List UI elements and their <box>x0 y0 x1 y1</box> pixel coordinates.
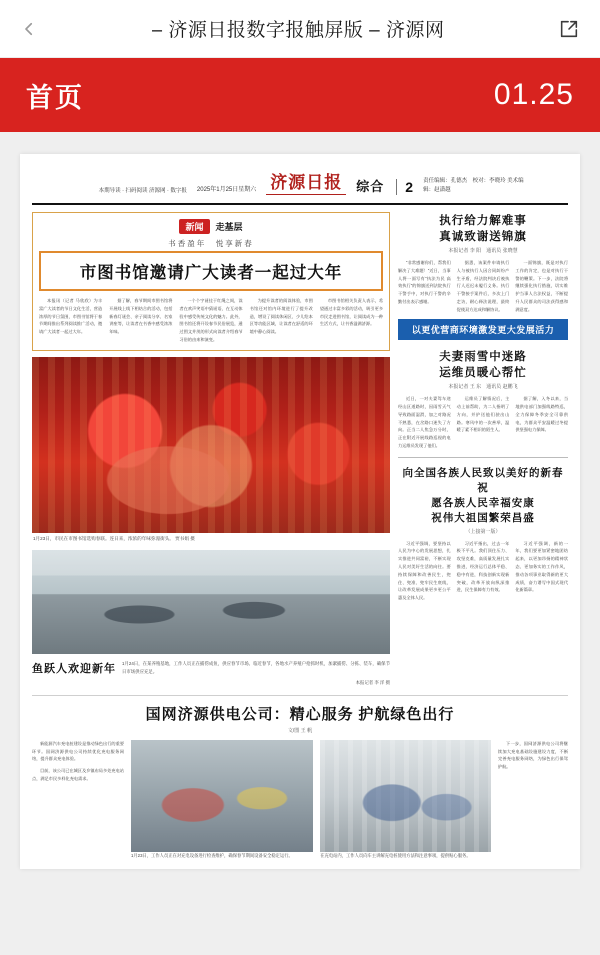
lead-paragraph: 为提升读者的阅读体验，市图书馆还对馆内环境进行了提升改造，增设了阅读休闲区、少儿绘本区等功能区域，让读者在舒适的环境中静心阅读。 <box>249 298 313 335</box>
right-article-3-body <box>398 540 568 602</box>
lead-body <box>39 297 383 344</box>
news-badge-tail: 走基层 <box>215 222 243 232</box>
bottom-article-right-text <box>498 740 568 860</box>
photo-fish[interactable] <box>32 542 390 654</box>
bottom-article[interactable] <box>32 695 568 860</box>
bottom-article-row <box>32 740 568 860</box>
masthead-logo: 济源日报 <box>266 168 346 195</box>
masthead-right-note: 责任编辑：孔德杰 校对：李晓玲 美术编辑：赵潇越 <box>423 178 524 194</box>
left-column <box>32 212 390 686</box>
page-title-wrap <box>54 15 542 42</box>
bottom-photo-2-caption: 在充电站内，工作人员向车主讲解充电桩使用方法和注意事项，提供贴心服务。 <box>320 852 471 858</box>
bottom-article-credit: 文/图 王 帆 <box>287 727 313 734</box>
bottom-article-title: 国网济源供电公司：精心服务 护航绿色出行 <box>145 706 455 723</box>
right-article-1-paragraph: “非常感谢你们，帮我们解决了大难题！”近日，当事人将一面写有“执法为民 高效执行”的锦旗送到法院执行干警手中，对执行干警的辛勤付出表示感谢。 <box>398 260 451 304</box>
highlight-banner: 以更优营商环境激发更大发展活力 <box>398 319 568 340</box>
right-article-2-byline: 本报记者 王 东 通讯员 赵鹏飞 <box>448 384 518 391</box>
right-article-3-title-1: 向全国各族人民致以美好的新春祝 <box>402 467 564 494</box>
share-external-icon[interactable] <box>552 12 586 46</box>
lead-paragraph: 据了解，春节期间市图书馆将开展线上线下相结合的活动，包括新春灯谜会、亲子阅读分享、名家讲座等，让读者在书香中感受浓浓年味。 <box>109 298 173 335</box>
right-article-3-title-3: 祝伟大祖国繁荣昌盛 <box>431 512 535 524</box>
bottom-photo-1-caption: 1月23日，工作人员正在对充电设备进行检查维护，确保春节期间设备安全稳定运行。 <box>131 852 293 858</box>
right-column <box>398 212 568 686</box>
issue-date-label: 01.25 <box>493 78 574 111</box>
newspaper-page[interactable] <box>20 154 580 869</box>
masthead-page-number: 2 <box>396 179 413 195</box>
right-article-1[interactable] <box>398 212 568 340</box>
fish-article-note: 1月24日，在某养殖基地，工作人员正在捕捞成鱼，供应春节市场。临近春节，各地水产养殖户抢抓时机，加紧捕捞、分拣、装车，确保节日市场供应充足。 <box>122 661 390 674</box>
lead-article[interactable] <box>32 212 390 351</box>
right-article-2-title-1: 夫妻雨雪中迷路 <box>439 351 527 364</box>
paper-scroll-area[interactable] <box>0 132 600 955</box>
bottom-paragraph: 下一步，国网济源供电公司将继续加大充电基础设施建设力度，不断完善充电服务网络，为绿色出行保驾护航。 <box>498 740 568 770</box>
right-article-2-paragraph: 运维员了解情况后，主动上前帮助，为二人指明了方向，并护送他们驶出山路。寒风中的一次善举，温暖了素不相识的陌生人。 <box>456 396 510 433</box>
masthead <box>32 162 568 205</box>
lead-shoulder: 书香盈年 悦享新春 <box>168 239 254 248</box>
lead-body-col <box>320 297 383 344</box>
browser-top-bar <box>0 0 600 58</box>
divider <box>398 457 568 458</box>
lead-body-col <box>179 297 242 344</box>
fish-article-title: 鱼跃人欢迎新年 <box>32 662 116 675</box>
bottom-photo-1-image <box>131 740 313 852</box>
bottom-article-left-text <box>32 740 124 860</box>
right-article-2[interactable] <box>398 348 568 449</box>
lead-headline: 市图书馆邀请广大读者一起过大年 <box>79 263 343 282</box>
right-article-1-byline: 本报记者 李 阳 通讯员 张晓慧 <box>448 248 518 254</box>
bottom-paragraph: 目前，该公司已在城区及乡镇布局多处充电站点，满足市民多样化充电需求。 <box>32 768 124 781</box>
bottom-paragraph: 新能源汽车充电桩建设是推动绿色出行的重要环节。国网济源供电公司持续优化充电服务网络，提升群众充电体验。 <box>32 740 124 762</box>
right-article-2-paragraph: 据了解，入冬以来，当地供电部门加强线路特巡，全力保障冬季安全可靠供电，为群众平安温暖过冬提供坚强电力保障。 <box>515 396 569 433</box>
fish-article-credit: 本报记者 李 洋 摄 <box>355 679 390 685</box>
lead-headline-box <box>39 251 383 291</box>
section-header-bar <box>0 58 600 132</box>
lead-paragraph: 一个个字谜挂于红绳之间，读者在欢声笑语中猜谜语，在互动体验中感受传统文化的魅力。此外，图书馆还将开设春节民俗展览，通过图文并茂的形式向读者介绍春节习俗的由来和演变。 <box>179 298 243 342</box>
right-article-3-paragraph: 习近平强调，新的一年，我们要更加紧密地团结起来，以更加昂扬的精神状态、更加务实的工作作风，推动各项事业取得新的更大成绩，奋力谱写中国式现代化新篇章。 <box>515 540 569 593</box>
photo-lanterns-image <box>32 357 390 533</box>
paper-body <box>32 212 568 686</box>
masthead-date: 2025年1月25日星期六 <box>196 187 257 193</box>
photo-lanterns[interactable] <box>32 351 390 542</box>
lead-paragraph: 市图书馆相关负责人表示，希望通过丰富多彩的活动，吸引更多市民走进图书馆，让阅读成为一种生活方式，让书香溢满济源。 <box>319 298 384 327</box>
photo-lanterns-caption: 1月23日，市民在市图书馆选购春联。连日来，浓浓的年味弥漫街头。 贾书娟 摄 <box>33 535 195 541</box>
right-article-1-title-2: 真诚致谢送锦旗 <box>439 231 527 243</box>
right-article-3-paragraph: 习近平指出，过去一年极不平凡。我们顶住压力、攻坚克难，高质量发展扎实推进，经济运行总体平稳、稳中有进，科技创新实现新突破，改革开放向纵深推进，民生保障有力有效。 <box>456 540 510 593</box>
right-article-2-paragraph: 近日，一对夫妻驾车途经山区道路时，因雨雪天气导致路面湿滑，加之对路况不熟悉，在岔路口迷失了方向。正当二人焦急万分时，正在附近开展线路巡视的电力运维员发现了他们。 <box>398 396 451 448</box>
right-article-3-paragraph: 习近平强调，要坚持以人民为中心的发展思想，扎实推进共同富裕，不断实现人民对美好生活的向往。要持续保障和改善民生，兜住、兜准、兜牢民生底线，让改革发展成果更多更公平惠及全体人民。 <box>398 540 451 601</box>
lead-paragraph: 本报讯（记者 马欣欣）为丰富广大读者的节日文化生活，营造浓厚的节日氛围，市图书馆将于春节期间推出系列阅读推广活动，邀请广大读者一起过大年。 <box>39 298 103 335</box>
right-article-1-title-1: 执行给力解难事 <box>439 215 527 227</box>
kicker-row <box>39 219 383 234</box>
lead-body-col <box>250 297 313 344</box>
right-article-3-title-2: 愿各族人民幸福安康 <box>431 497 535 509</box>
page-title: – 济源日报数字报触屏版 – 济源网 <box>151 20 445 41</box>
right-article-1-paragraph: 一面锦旗，既是对执行工作的肯定，也是对执行干警的鞭策。下一步，法院将继续强化执行措施，切实维护当事人合法权益，不断提升人民群众的司法获得感和满意度。 <box>515 260 569 312</box>
lead-body-col <box>109 297 172 344</box>
masthead-section: 综合 <box>356 179 385 194</box>
photo-fish-image <box>32 550 390 654</box>
right-article-1-body <box>398 259 568 313</box>
right-article-2-body <box>398 395 568 449</box>
bottom-photo-1[interactable] <box>131 740 313 860</box>
masthead-left-note: 本期导读 · 扫码阅读 济源网 · 数字报 <box>98 187 187 194</box>
right-article-3[interactable] <box>398 465 568 602</box>
lead-body-col <box>39 297 102 344</box>
chevron-left-icon[interactable] <box>14 14 44 44</box>
bottom-photo-2-image <box>320 740 491 852</box>
section-label[interactable]: 首页 <box>26 82 84 113</box>
fish-article-band <box>32 660 390 676</box>
right-article-1-paragraph: 据悉，该案件申请执行人与被执行人因合同纠纷产生矛盾，经法院判决后被执行人迟迟未履行义务。执行干警接手案件后，多次上门走访，耐心释法说理，最终促使双方达成和解协议。 <box>456 260 510 312</box>
bottom-photo-2[interactable] <box>320 740 491 860</box>
news-badge: 新闻 <box>179 219 209 234</box>
right-article-3-byline: （上接第一版） <box>465 528 501 535</box>
right-article-2-title-2: 运维员暖心帮忙 <box>439 367 527 380</box>
